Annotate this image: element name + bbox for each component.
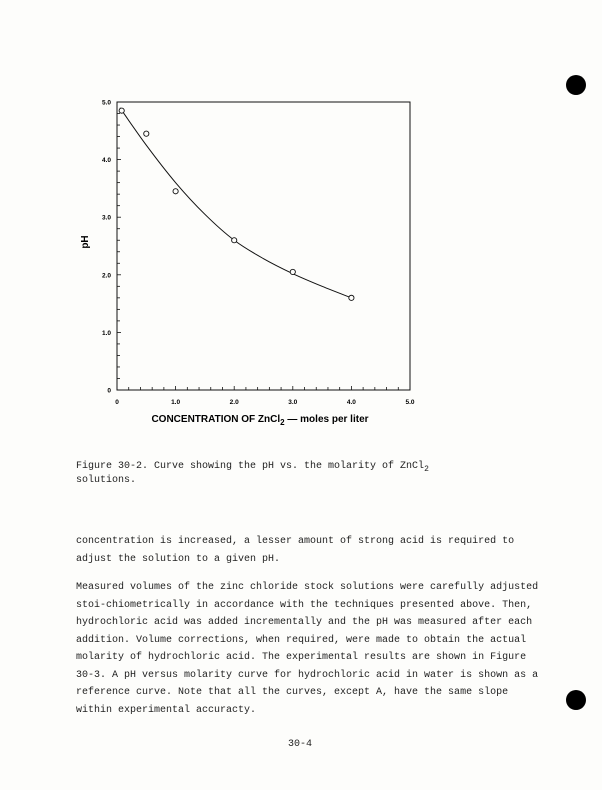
y-tick-label: 3.0 [101,214,111,222]
x-tick-label: 2.0 [229,399,239,406]
data-point-marker [144,131,149,136]
data-point-marker [173,189,178,194]
caption-text: Figure 30-2. Curve showing the pH vs. the molarity of ZnCl [76,461,425,472]
chart-points-layer [119,108,354,300]
data-point-marker [349,295,354,300]
figure-caption [76,460,536,488]
plot-frame [117,102,410,390]
x-axis-label [151,414,368,427]
ph-vs-molarity-chart [60,85,440,435]
ph-curve-line [120,108,351,298]
page-number: 30-4 [288,739,313,750]
x-tick-label: 0 [115,399,119,406]
data-point-marker [290,269,295,274]
punch-hole-top [566,75,586,95]
y-axis-label: pH [80,235,91,249]
x-axis-label-units: — moles per liter [284,414,369,425]
y-tick-label: 4.0 [101,157,111,165]
x-tick-label: 1.0 [171,399,181,406]
y-tick-label: 0 [107,387,111,395]
x-tick-label: 4.0 [346,399,356,406]
chart-axes [117,102,410,390]
caption-subscript: 2 [424,465,429,474]
x-tick-label: 5.0 [405,399,415,406]
y-tick-label: 1.0 [101,329,111,337]
chart-curve-layer [120,108,351,298]
y-tick-label: 5.0 [101,99,111,107]
caption-text-continued: solutions. [76,475,137,486]
data-point-marker [119,108,124,113]
y-tick-label: 2.0 [101,272,111,280]
body-paragraph-2: Measured volumes of the zinc chloride stock solutions were carefully adjusted stoi-chiometrically in accordance with the techniques presented above. Then, hydrochloric acid was added incrementally and the pH was measured after each addition. Volume corrections, when required, were made to obtain the actual molarity of hydrochloric acid. The experimental results are shown in Figure 30-3. A pH versus molarity curve for hydrochloric acid in water is shown as a reference curve. Note that all the curves, except A, have the same slope within experimental accuracty. [76,582,539,716]
body-paragraph-1: concentration is increased, a lesser amount of strong acid is required to adjust the solution to a given pH. [76,536,515,565]
x-axis-label-main: CONCENTRATION OF ZnCl [151,414,281,425]
data-point-marker [232,238,237,243]
x-tick-label: 3.0 [288,399,298,406]
punch-hole-bottom [566,690,586,710]
x-axis-label-subscript: 2 [280,418,285,427]
chart-ticks [102,100,415,407]
